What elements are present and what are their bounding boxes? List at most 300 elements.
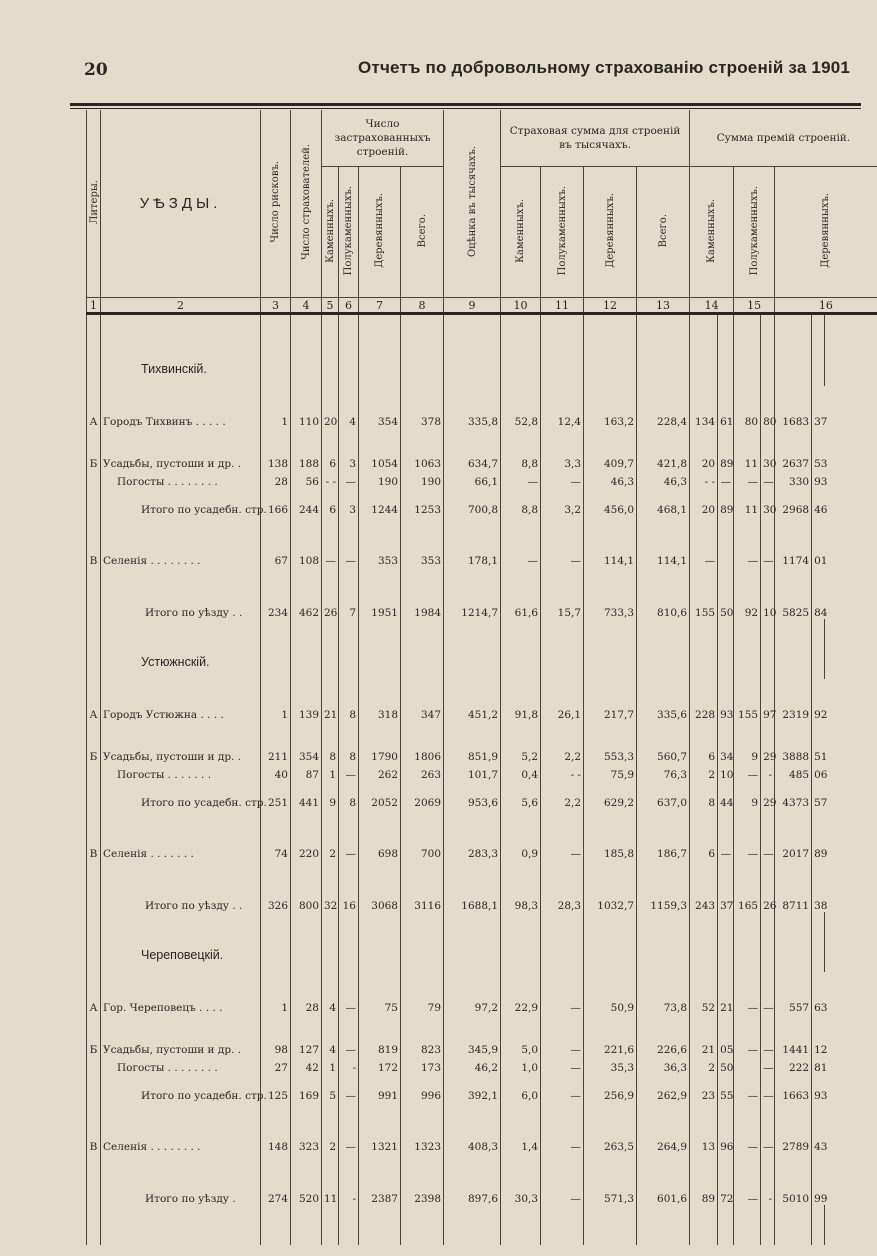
value-c16b: 81 <box>812 1056 825 1081</box>
value-c7: 2052 <box>359 788 401 818</box>
value-c11: — <box>541 1056 584 1081</box>
value-c11: 15,7 <box>541 567 584 619</box>
value-c6: - <box>339 1153 359 1205</box>
value-c6: 8 <box>339 679 359 721</box>
empty-cell <box>584 314 637 386</box>
value-c15b: 29 <box>761 788 775 818</box>
value-c4: 188 <box>291 428 322 470</box>
value-c16b: 84 <box>812 567 825 619</box>
header-p-wood: Деревянныхъ. <box>775 167 877 298</box>
value-c13: 46,3 <box>637 470 690 495</box>
value-c14a: - - <box>690 470 718 495</box>
value-c3: 148 <box>261 1111 291 1153</box>
value-c10: 0,4 <box>501 763 541 788</box>
value-c4: 441 <box>291 788 322 818</box>
value-c5: 1 <box>322 763 339 788</box>
value-c3: 1 <box>261 386 291 428</box>
table-row <box>87 1111 877 1153</box>
value-c7: 819 <box>359 1014 401 1056</box>
value-c6: — <box>339 1081 359 1111</box>
value-c3: 125 <box>261 1081 291 1111</box>
value-c8: 2069 <box>401 788 444 818</box>
header-literal: Литеры. <box>87 110 101 298</box>
value-c6: 3 <box>339 495 359 525</box>
colnum: 1 <box>87 298 101 314</box>
value-c16b: 51 <box>812 721 825 763</box>
value-c11: — <box>541 1111 584 1153</box>
value-c16a: 5825 <box>775 567 812 619</box>
value-c4: 800 <box>291 860 322 912</box>
value-c12: 221,6 <box>584 1014 637 1056</box>
value-c11: 26,1 <box>541 679 584 721</box>
value-c16a: 485 <box>775 763 812 788</box>
empty-cell <box>690 912 718 972</box>
value-c7: 354 <box>359 386 401 428</box>
value-c13: 114,1 <box>637 525 690 567</box>
value-c8: 700 <box>401 818 444 860</box>
header-b-halfstone: Полукаменныхъ. <box>339 167 359 298</box>
colnum: 3 <box>261 298 291 314</box>
empty-cell <box>541 1205 584 1245</box>
value-c10: 52,8 <box>501 386 541 428</box>
value-c11: 12,4 <box>541 386 584 428</box>
table-row <box>87 788 877 818</box>
empty-cell <box>87 1205 101 1245</box>
header-buildings-group: Число застрахованныхъ строеній. <box>322 110 444 167</box>
row-label: Усадьбы, пустоши и др. . <box>101 428 261 470</box>
empty-cell <box>812 619 825 679</box>
empty-cell <box>101 1205 261 1245</box>
empty-cell <box>718 912 734 972</box>
value-c15b: — <box>761 818 775 860</box>
empty-cell <box>734 1205 761 1245</box>
value-c4: 323 <box>291 1111 322 1153</box>
value-c16a: 557 <box>775 972 812 1014</box>
empty-cell <box>734 912 761 972</box>
value-c8: 996 <box>401 1081 444 1111</box>
empty-cell <box>339 314 359 386</box>
empty-cell <box>775 912 812 972</box>
empty-cell <box>761 314 775 386</box>
value-c3: 28 <box>261 470 291 495</box>
row-literal <box>87 567 101 619</box>
colnum: 5 <box>322 298 339 314</box>
value-c14b: 55 <box>718 1081 734 1111</box>
value-c11: — <box>541 525 584 567</box>
value-c6: - <box>339 1056 359 1081</box>
top-rule <box>70 103 861 106</box>
statistics-table <box>86 110 877 1245</box>
value-c4: 87 <box>291 763 322 788</box>
value-c16a: 4373 <box>775 788 812 818</box>
value-c14a: 20 <box>690 495 718 525</box>
value-c4: 127 <box>291 1014 322 1056</box>
value-c9: 66,1 <box>444 470 501 495</box>
empty-cell <box>359 1205 401 1245</box>
value-c8: 1984 <box>401 567 444 619</box>
value-c13: 226,6 <box>637 1014 690 1056</box>
value-c7: 2387 <box>359 1153 401 1205</box>
value-c10: 91,8 <box>501 679 541 721</box>
value-c14b: 61 <box>718 386 734 428</box>
empty-cell <box>584 1205 637 1245</box>
row-literal <box>87 470 101 495</box>
value-c8: 823 <box>401 1014 444 1056</box>
empty-cell <box>359 314 401 386</box>
value-c9: 46,2 <box>444 1056 501 1081</box>
value-c14b: 21 <box>718 972 734 1014</box>
row-label: Итого по усадебн. стр. <box>101 788 261 818</box>
row-label: Итого по уѣзду . <box>101 1153 261 1205</box>
value-c10: 1,0 <box>501 1056 541 1081</box>
value-c16a: 1174 <box>775 525 812 567</box>
value-c15a: 155 <box>734 679 761 721</box>
colnum: 4 <box>291 298 322 314</box>
header-b-total: Всего. <box>401 167 444 298</box>
empty-cell <box>637 314 690 386</box>
value-c7: 1321 <box>359 1111 401 1153</box>
value-c16a: 8711 <box>775 860 812 912</box>
empty-cell <box>637 1205 690 1245</box>
row-literal: А <box>87 972 101 1014</box>
value-c6: — <box>339 1014 359 1056</box>
empty-cell <box>339 1205 359 1245</box>
table-row <box>87 386 877 428</box>
value-c3: 40 <box>261 763 291 788</box>
value-c14a: 134 <box>690 386 718 428</box>
value-c15a: — <box>734 763 761 788</box>
value-c15b: - <box>761 1153 775 1205</box>
row-literal: А <box>87 386 101 428</box>
value-c15a: 11 <box>734 428 761 470</box>
value-c10: — <box>501 470 541 495</box>
value-c10: 5,6 <box>501 788 541 818</box>
value-c10: 8,8 <box>501 428 541 470</box>
value-c14a: 2 <box>690 1056 718 1081</box>
empty-cell <box>322 912 339 972</box>
value-c14a: 8 <box>690 788 718 818</box>
value-c6: — <box>339 972 359 1014</box>
row-literal <box>87 1056 101 1081</box>
value-c15a: 80 <box>734 386 761 428</box>
empty-cell <box>734 619 761 679</box>
value-c7: 991 <box>359 1081 401 1111</box>
value-c8: 1063 <box>401 428 444 470</box>
empty-cell <box>812 1205 825 1245</box>
value-c12: 46,3 <box>584 470 637 495</box>
value-c5: 9 <box>322 788 339 818</box>
value-c13: 76,3 <box>637 763 690 788</box>
row-literal <box>87 1081 101 1111</box>
value-c9: 851,9 <box>444 721 501 763</box>
value-c7: 190 <box>359 470 401 495</box>
empty-cell <box>825 314 877 386</box>
value-c14a: 52 <box>690 972 718 1014</box>
row-literal: В <box>87 525 101 567</box>
empty-cell <box>775 314 812 386</box>
row-label: Итого по уѣзду . . <box>101 567 261 619</box>
empty-cell <box>444 314 501 386</box>
row-label: Усадьбы, пустоши и др. . <box>101 1014 261 1056</box>
empty-cell <box>761 912 775 972</box>
table-row <box>87 470 877 495</box>
value-c12: 263,5 <box>584 1111 637 1153</box>
value-c3: 326 <box>261 860 291 912</box>
value-c10: 0,9 <box>501 818 541 860</box>
value-c14a: 2 <box>690 763 718 788</box>
value-c7: 75 <box>359 972 401 1014</box>
value-c8: 1253 <box>401 495 444 525</box>
value-c15a: — <box>734 818 761 860</box>
empty-cell <box>444 912 501 972</box>
value-c5: 5 <box>322 1081 339 1111</box>
empty-cell <box>322 1205 339 1245</box>
row-label: Городъ Тихвинъ . . . . . <box>101 386 261 428</box>
value-c3: 67 <box>261 525 291 567</box>
value-c13: 36,3 <box>637 1056 690 1081</box>
table-row <box>87 860 877 912</box>
value-c15b: — <box>761 1111 775 1153</box>
row-label: Гор. Череповецъ . . . . <box>101 972 261 1014</box>
value-c4: 28 <box>291 972 322 1014</box>
colnum: 13 <box>637 298 690 314</box>
table-row <box>87 1014 877 1056</box>
value-c15a: — <box>734 1081 761 1111</box>
value-c13: 810,6 <box>637 567 690 619</box>
colnum: 8 <box>401 298 444 314</box>
value-c5: — <box>322 525 339 567</box>
value-c12: 553,3 <box>584 721 637 763</box>
value-c11: — <box>541 1081 584 1111</box>
value-c15a: 9 <box>734 788 761 818</box>
empty-cell <box>322 314 339 386</box>
table-row <box>87 1056 877 1081</box>
value-c4: 354 <box>291 721 322 763</box>
value-c6: 16 <box>339 860 359 912</box>
empty-cell <box>775 619 812 679</box>
value-c15a: — <box>734 1111 761 1153</box>
value-c4: 139 <box>291 679 322 721</box>
header-s-total: Всего. <box>637 167 690 298</box>
value-c16a: 1663 <box>775 1081 812 1111</box>
value-c9: 101,7 <box>444 763 501 788</box>
value-c8: 190 <box>401 470 444 495</box>
value-c8: 79 <box>401 972 444 1014</box>
row-label: Селенія . . . . . . . . <box>101 1111 261 1153</box>
header-s-halfstone: Полукаменныхъ. <box>541 167 584 298</box>
empty-cell <box>761 1205 775 1245</box>
empty-cell <box>718 314 734 386</box>
empty-cell <box>401 619 444 679</box>
value-c7: 262 <box>359 763 401 788</box>
value-c13: 421,8 <box>637 428 690 470</box>
empty-cell <box>87 912 101 972</box>
value-c15a <box>734 1056 761 1081</box>
row-label: Городъ Устюжна . . . . <box>101 679 261 721</box>
colnum: 7 <box>359 298 401 314</box>
value-c4: 42 <box>291 1056 322 1081</box>
empty-cell <box>637 619 690 679</box>
empty-cell <box>322 619 339 679</box>
empty-cell <box>401 912 444 972</box>
value-c9: 451,2 <box>444 679 501 721</box>
value-c12: 35,3 <box>584 1056 637 1081</box>
value-c7: 1790 <box>359 721 401 763</box>
value-c5: 8 <box>322 721 339 763</box>
value-c4: 520 <box>291 1153 322 1205</box>
value-c14b: 89 <box>718 495 734 525</box>
value-c14b: 50 <box>718 567 734 619</box>
header-risks: Число рисковъ. <box>261 110 291 298</box>
value-c9: 700,8 <box>444 495 501 525</box>
value-c8: 1806 <box>401 721 444 763</box>
value-c13: 1159,3 <box>637 860 690 912</box>
value-c14a: — <box>690 525 718 567</box>
empty-cell <box>637 912 690 972</box>
value-c15a: 9 <box>734 721 761 763</box>
value-c16b: 37 <box>812 386 825 428</box>
value-c16a: 2968 <box>775 495 812 525</box>
value-c4: 110 <box>291 386 322 428</box>
row-literal <box>87 763 101 788</box>
value-c7: 1951 <box>359 567 401 619</box>
value-c16b: 38 <box>812 860 825 912</box>
empty-cell <box>444 1205 501 1245</box>
value-c14a: 228 <box>690 679 718 721</box>
table-row <box>87 428 877 470</box>
row-label: Усадьбы, пустоши и др. . <box>101 721 261 763</box>
value-c16b: 93 <box>812 470 825 495</box>
value-c11: 3,2 <box>541 495 584 525</box>
value-c5: 11 <box>322 1153 339 1205</box>
value-c9: 335,8 <box>444 386 501 428</box>
value-c6: 3 <box>339 428 359 470</box>
value-c16a: 2017 <box>775 818 812 860</box>
value-c14b <box>718 525 734 567</box>
value-c8: 1323 <box>401 1111 444 1153</box>
value-c14b: 72 <box>718 1153 734 1205</box>
value-c10: 5,2 <box>501 721 541 763</box>
value-c3: 74 <box>261 818 291 860</box>
value-c16a: 2789 <box>775 1111 812 1153</box>
row-label: Погосты . . . . . . . <box>101 763 261 788</box>
value-c10: 61,6 <box>501 567 541 619</box>
value-c11: 2,2 <box>541 721 584 763</box>
header-p-stone: Каменныхъ. <box>690 167 734 298</box>
value-c8: 173 <box>401 1056 444 1081</box>
empty-cell <box>87 314 101 386</box>
header-s-stone: Каменныхъ. <box>501 167 541 298</box>
header-b-stone: Каменныхъ. <box>322 167 339 298</box>
value-c15a: 165 <box>734 860 761 912</box>
value-c14b: 50 <box>718 1056 734 1081</box>
empty-cell <box>401 314 444 386</box>
value-c3: 138 <box>261 428 291 470</box>
top-rule-thin <box>70 108 861 109</box>
value-c4: 220 <box>291 818 322 860</box>
value-c3: 251 <box>261 788 291 818</box>
colnum: 16 <box>775 298 877 314</box>
section-title-row <box>87 912 877 972</box>
value-c13: 637,0 <box>637 788 690 818</box>
empty-cell <box>690 619 718 679</box>
empty-cell <box>339 912 359 972</box>
value-c3: 274 <box>261 1153 291 1205</box>
value-c14b: 89 <box>718 428 734 470</box>
value-c4: 244 <box>291 495 322 525</box>
empty-cell <box>812 912 825 972</box>
value-c14b: 10 <box>718 763 734 788</box>
empty-cell <box>359 912 401 972</box>
value-c9: 97,2 <box>444 972 501 1014</box>
empty-cell <box>541 619 584 679</box>
value-c13: 560,7 <box>637 721 690 763</box>
value-c7: 172 <box>359 1056 401 1081</box>
value-c15b: 97 <box>761 679 775 721</box>
empty-cell <box>501 912 541 972</box>
value-c16b: 46 <box>812 495 825 525</box>
colnum: 10 <box>501 298 541 314</box>
value-c9: 1688,1 <box>444 860 501 912</box>
value-c13: 73,8 <box>637 972 690 1014</box>
row-literal: Б <box>87 721 101 763</box>
value-c5: 1 <box>322 1056 339 1081</box>
empty-cell <box>261 314 291 386</box>
value-c11: — <box>541 972 584 1014</box>
value-c9: 953,6 <box>444 788 501 818</box>
value-c16b: 93 <box>812 1081 825 1111</box>
value-c7: 1244 <box>359 495 401 525</box>
table-row <box>87 567 877 619</box>
page-number: 20 <box>84 60 108 80</box>
value-c15b: — <box>761 525 775 567</box>
value-c16b: 06 <box>812 763 825 788</box>
empty-cell <box>261 619 291 679</box>
value-c6: 7 <box>339 567 359 619</box>
row-literal <box>87 1153 101 1205</box>
colnum: 9 <box>444 298 501 314</box>
empty-cell <box>825 619 877 679</box>
header-valuation: Оцѣнка въ тысячахъ. <box>444 110 501 298</box>
value-c3: 1 <box>261 972 291 1014</box>
value-c15b: — <box>761 470 775 495</box>
empty-cell <box>291 1205 322 1245</box>
value-c15a: — <box>734 525 761 567</box>
empty-cell <box>584 619 637 679</box>
value-c8: 3116 <box>401 860 444 912</box>
empty-cell <box>291 912 322 972</box>
value-c16a: 222 <box>775 1056 812 1081</box>
value-c14b: — <box>718 818 734 860</box>
value-c5: 26 <box>322 567 339 619</box>
value-c16b: 53 <box>812 428 825 470</box>
value-c12: 409,7 <box>584 428 637 470</box>
value-c16a: 5010 <box>775 1153 812 1205</box>
value-c10: 98,3 <box>501 860 541 912</box>
table-row <box>87 495 877 525</box>
header-uezdy: УѢЗДЫ. <box>101 110 261 298</box>
value-c14b: 44 <box>718 788 734 818</box>
value-c15b: — <box>761 1081 775 1111</box>
value-c12: 456,0 <box>584 495 637 525</box>
value-c16b: 01 <box>812 525 825 567</box>
table-row <box>87 1081 877 1111</box>
empty-cell <box>541 314 584 386</box>
header-b-wood: Деревянныхъ. <box>359 167 401 298</box>
value-c12: 50,9 <box>584 972 637 1014</box>
value-c12: 75,9 <box>584 763 637 788</box>
value-c3: 1 <box>261 679 291 721</box>
